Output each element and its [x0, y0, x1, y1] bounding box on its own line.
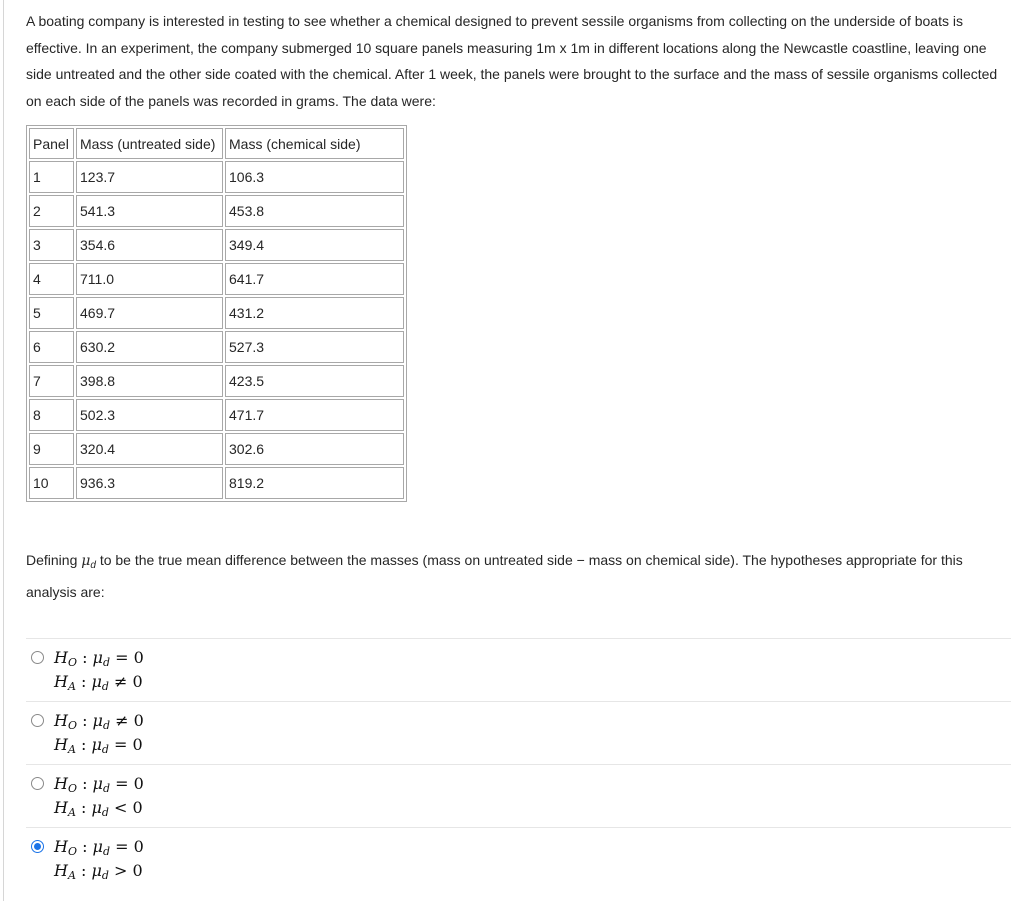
answer-option-4[interactable] [26, 827, 1011, 890]
question-text: A boating company is interested in testing to see whether a chemical designed to prevent sessile organisms from collecting on the underside of boats is effective. In an experiment, the company submerged 10 square panels measuring 1m x 1m in different locations along the Newcastle coastline, leaving one side untreated and the other side coated with the chemical. After 1 week, the panels were brought to the surface and the mass of sessile organisms collected on each side of the panels was recorded in grams. The data were: [26, 13, 998, 109]
mu-subscript: d [101, 806, 109, 819]
relation: = 0 [108, 735, 143, 754]
h-symbol: H [54, 672, 68, 691]
h-subscript: O [67, 782, 77, 795]
h-symbol: H [54, 837, 68, 856]
table-row [29, 297, 404, 329]
mu-symbol: μ [91, 735, 102, 754]
mu-symbol: μ [92, 774, 103, 793]
mu-subscript: d [101, 680, 109, 693]
table-row [29, 331, 404, 363]
mu-subscript: d [102, 719, 110, 732]
table-row [29, 365, 404, 397]
mu-subscript: d [102, 782, 110, 795]
table-row [29, 161, 404, 193]
null-hypothesis: $H_O$ : $\mu_d = 0$ [54, 648, 144, 669]
cell-untreated-mass: 502.3 [76, 399, 223, 431]
radio-button[interactable] [31, 714, 44, 727]
table-row [29, 399, 404, 431]
relation: < 0 [108, 798, 143, 817]
h-symbol: H [54, 735, 68, 754]
cell-untreated-mass: 630.2 [76, 331, 223, 363]
mu-subscript: d [102, 845, 110, 858]
table-header-row [29, 128, 404, 159]
cell-chemical-mass: 106.3 [225, 161, 404, 193]
cell-panel: 9 [29, 433, 74, 465]
mu-subscript: d [90, 560, 96, 571]
relation: = 0 [110, 648, 144, 667]
relation: = 0 [110, 774, 144, 793]
cell-untreated-mass: 541.3 [76, 195, 223, 227]
answer-options [26, 638, 1011, 890]
mu-subscript: d [102, 656, 110, 669]
cell-chemical-mass: 527.3 [225, 331, 404, 363]
page-left-border [3, 0, 4, 901]
null-hypothesis: $H_O$ : $\mu_d = 0$ [54, 837, 144, 858]
cell-untreated-mass: 398.8 [76, 365, 223, 397]
h-subscript: A [67, 743, 76, 756]
data-table-container [26, 125, 407, 502]
cell-panel: 8 [29, 399, 74, 431]
cell-chemical-mass: 453.8 [225, 195, 404, 227]
table-row [29, 229, 404, 261]
h-subscript: O [67, 656, 77, 669]
cell-panel: 1 [29, 161, 74, 193]
alternative-hypothesis: $H_A$ : $\mu_d = 0$ [54, 735, 143, 756]
definition-before: Defining [26, 552, 82, 568]
data-table [26, 125, 407, 502]
cell-panel: 5 [29, 297, 74, 329]
table-row [29, 263, 404, 295]
relation: > 0 [108, 861, 143, 880]
null-hypothesis: $H_O$ : $\mu_d = 0$ [54, 774, 144, 795]
cell-untreated-mass: 320.4 [76, 433, 223, 465]
h-symbol: H [54, 648, 68, 667]
definition-text [26, 547, 1011, 605]
h-subscript: O [67, 845, 77, 858]
cell-chemical-mass: 431.2 [225, 297, 404, 329]
cell-chemical-mass: 423.5 [225, 365, 404, 397]
answer-option-3[interactable] [26, 764, 1011, 827]
cell-chemical-mass: 641.7 [225, 263, 404, 295]
h-symbol: H [54, 774, 68, 793]
cell-chemical-mass: 302.6 [225, 433, 404, 465]
mu-subscript: d [101, 869, 109, 882]
alternative-hypothesis: $H_A$ : $\mu_d < 0$ [54, 798, 143, 819]
alternative-hypothesis: $H_A$ : $\mu_d > 0$ [54, 861, 143, 882]
definition-after: to be the true mean difference between the masses (mass on untreated side − mass on chemical side). The hypotheses appropriate for this analysis are: [26, 552, 963, 600]
cell-untreated-mass: 123.7 [76, 161, 223, 193]
table-row [29, 433, 404, 465]
cell-chemical-mass: 471.7 [225, 399, 404, 431]
cell-untreated-mass: 469.7 [76, 297, 223, 329]
cell-panel: 6 [29, 331, 74, 363]
table-row [29, 467, 404, 499]
h-subscript: A [67, 806, 76, 819]
table-row [29, 195, 404, 227]
alternative-hypothesis: $H_A$ : $\mu_d \ne 0$ [54, 672, 143, 693]
radio-button[interactable] [31, 840, 44, 853]
h-symbol: H [54, 711, 68, 730]
mu-symbol: μ [91, 798, 102, 817]
cell-panel: 7 [29, 365, 74, 397]
mu-symbol: μ [92, 837, 103, 856]
h-subscript: A [67, 680, 76, 693]
cell-panel: 10 [29, 467, 74, 499]
cell-untreated-mass: 711.0 [76, 263, 223, 295]
mu-symbol: μ [91, 672, 102, 691]
cell-panel: 3 [29, 229, 74, 261]
cell-untreated-mass: 354.6 [76, 229, 223, 261]
h-subscript: O [67, 719, 77, 732]
cell-panel: 4 [29, 263, 74, 295]
relation: ≠ 0 [110, 711, 144, 730]
relation: = 0 [110, 837, 144, 856]
answer-option-1[interactable] [26, 638, 1011, 701]
header-panel: Panel [29, 128, 74, 159]
mu-symbol: μ [91, 861, 102, 880]
mu-subscript: d [101, 743, 109, 756]
cell-untreated-mass: 936.3 [76, 467, 223, 499]
mu-symbol: μ [81, 553, 91, 569]
answer-option-2[interactable] [26, 701, 1011, 764]
header-chemical: Mass (chemical side) [225, 128, 404, 159]
h-symbol: H [54, 861, 68, 880]
null-hypothesis: $H_O$ : $\mu_d \ne 0$ [54, 711, 144, 732]
mu-symbol: μ [92, 711, 103, 730]
relation: ≠ 0 [108, 672, 143, 691]
h-subscript: A [67, 869, 76, 882]
cell-chemical-mass: 349.4 [225, 229, 404, 261]
header-untreated: Mass (untreated side) [76, 128, 223, 159]
radio-button[interactable] [31, 777, 44, 790]
cell-panel: 2 [29, 195, 74, 227]
cell-chemical-mass: 819.2 [225, 467, 404, 499]
radio-button[interactable] [31, 651, 44, 664]
h-symbol: H [54, 798, 68, 817]
mu-symbol: μ [92, 648, 103, 667]
